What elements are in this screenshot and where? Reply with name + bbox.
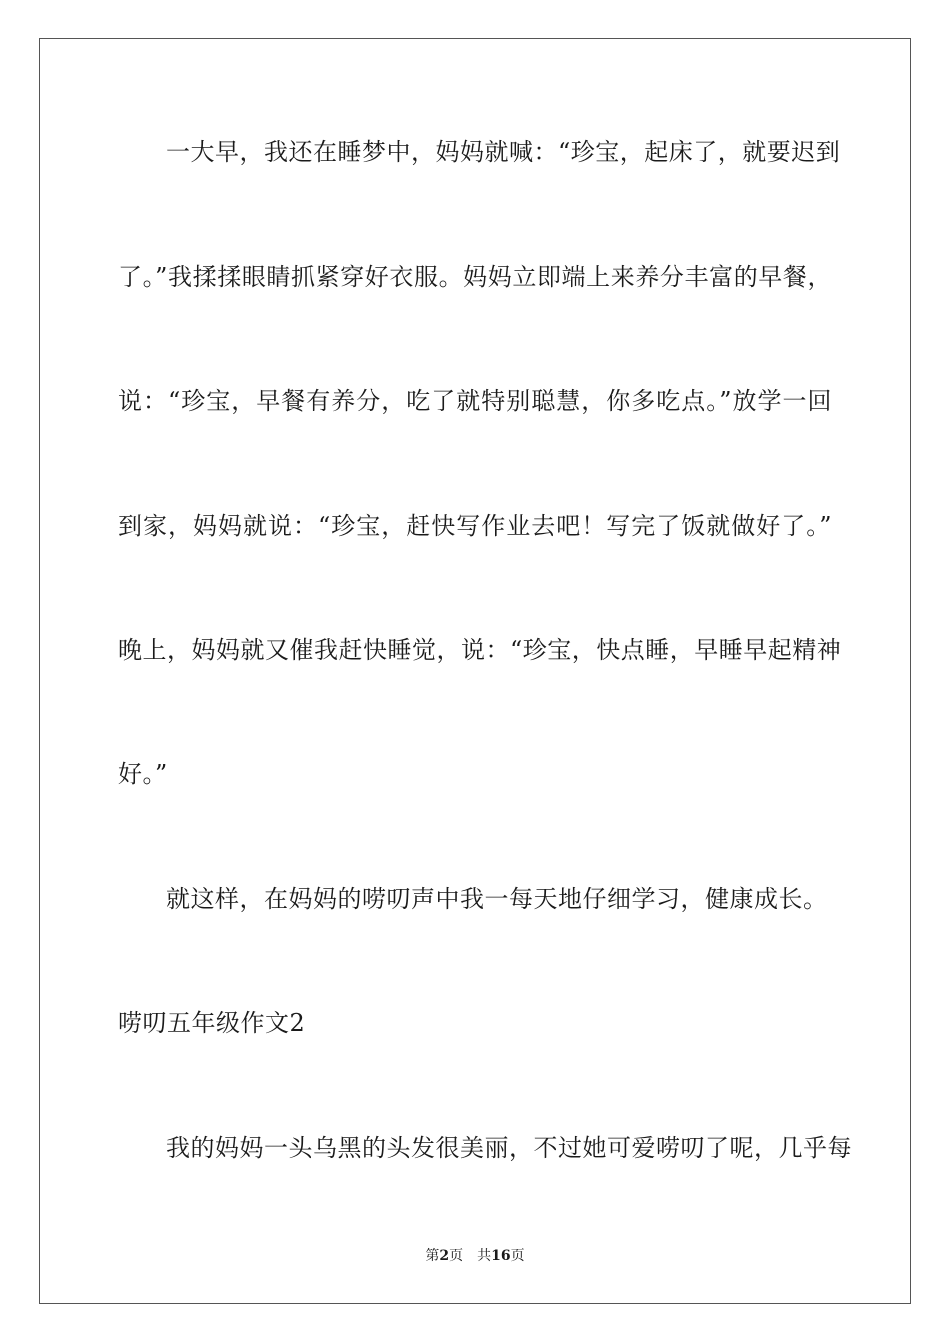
paragraph-line-1: 一大早，我还在睡梦中，妈妈就喊：“珍宝，起床了，就要迟到 xyxy=(166,138,841,166)
paragraph-line-5: 晚上，妈妈就又催我赶快睡觉，说：“珍宝，快点睡，早睡早起精神 xyxy=(118,636,842,664)
paragraph-line-4: 到家，妈妈就说：“珍宝，赶快写作业去吧！写完了饭就做好了。” xyxy=(118,512,832,540)
footer-page-suffix: 页 xyxy=(449,1248,464,1264)
paragraph-line-6: 好。” xyxy=(118,760,168,788)
page-footer xyxy=(0,1247,950,1265)
footer-page-prefix: 第 xyxy=(425,1248,440,1264)
section-heading: 唠叨五年级作文2 xyxy=(118,1009,306,1037)
footer-page-number: 2 xyxy=(439,1248,450,1264)
page-border xyxy=(39,38,911,1304)
paragraph-line-2: 了。”我揉揉眼睛抓紧穿好衣服。妈妈立即端上来养分丰富的早餐， xyxy=(118,263,832,291)
footer-total-prefix: 共 xyxy=(477,1248,492,1264)
paragraph-line-7: 就这样，在妈妈的唠叨声中我一每天地仔细学习，健康成长。 xyxy=(166,885,828,913)
paragraph-line-9: 我的妈妈一头乌黑的头发很美丽，不过她可爱唠叨了呢，几乎每 xyxy=(166,1134,852,1162)
footer-total-suffix: 页 xyxy=(510,1248,525,1264)
footer-total-pages: 16 xyxy=(491,1248,511,1264)
paragraph-line-3: 说：“珍宝，早餐有养分，吃了就特别聪慧，你多吃点。”放学一回 xyxy=(118,387,832,415)
